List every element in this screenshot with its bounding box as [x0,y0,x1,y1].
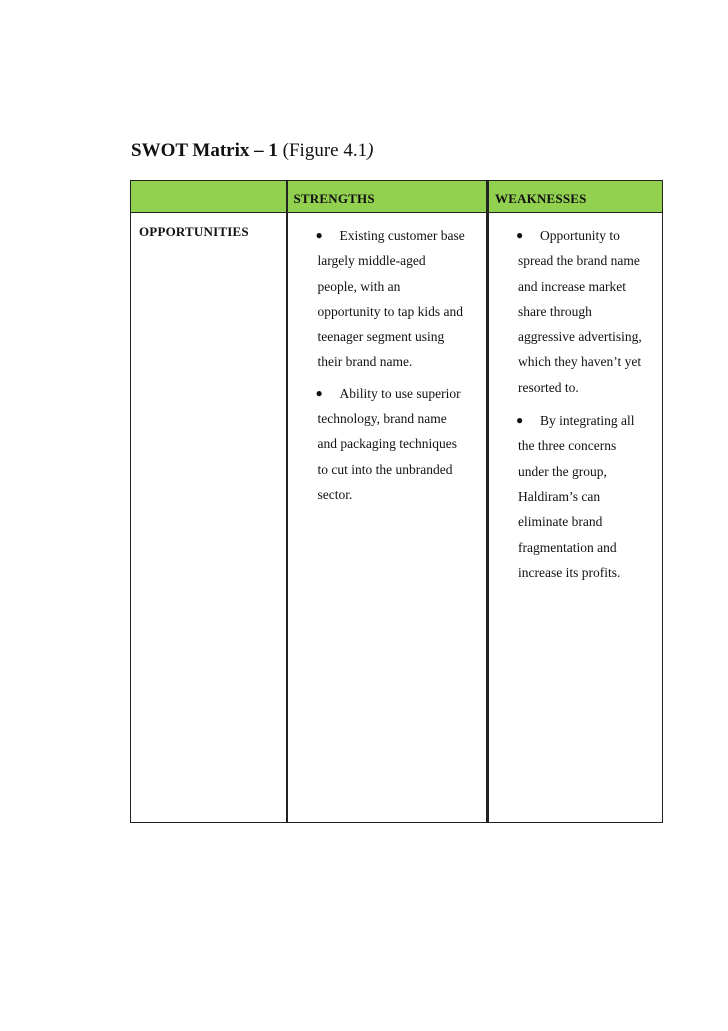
point-lead: Existing customer base [339,228,465,243]
point-line: increase its profits. [518,564,621,580]
point-line: eliminate brand [518,514,603,530]
swot-matrix-table [130,180,663,823]
point-line: spread the brand name [518,253,640,269]
point-line: aggressive advertising, [518,329,642,345]
bullet-dot-icon: ● [516,228,524,242]
point-lead: By integrating all [540,413,635,429]
point-line: which they haven’t yet [518,354,642,370]
opportunities-row [131,213,663,823]
title-figure-ref: (Figure 4.1 [277,140,368,161]
point-line: their brand name. [317,354,413,370]
point-line: and increase market [518,278,626,294]
list-item [315,381,483,507]
weaknesses-points [489,213,662,585]
list-item [518,408,658,585]
header-row [131,181,663,213]
weaknesses-cell [488,213,663,823]
point-line: Haldiram’s can [518,488,601,504]
strengths-points [288,213,487,507]
figure-title [131,139,373,163]
point-lead: Ability to use superior [339,385,461,401]
title-bold: SWOT Matrix – 1 [131,140,278,161]
list-item [315,223,483,375]
point-line: people, with an [317,278,401,294]
title-close-paren: ) [367,140,374,161]
point-line: resorted to. [518,379,579,395]
point-lead: Opportunity to [540,228,620,243]
point-line: technology, brand name [317,411,447,427]
header-blank-cell [131,181,287,213]
point-line: under the group, [518,463,607,479]
point-line: the three concerns [518,438,617,454]
header-strengths-label: STRENGTHS [293,191,375,206]
bullet-dot-icon: ● [516,413,524,428]
bullet-dot-icon: ● [315,385,323,400]
point-line: largely middle-aged [317,253,426,269]
header-strengths [287,181,488,213]
strengths-cell [287,213,488,823]
point-line: opportunity to tap kids and [317,303,463,319]
point-line: and packaging techniques [317,436,457,452]
row-label-opportunities: OPPORTUNITIES [131,213,287,823]
point-line: share through [518,303,592,319]
point-line: sector. [317,486,353,502]
point-line: teenager segment using [317,329,445,345]
header-weaknesses [488,181,663,213]
bullet-dot-icon: ● [315,228,323,242]
list-item [518,223,658,400]
point-line: to cut into the unbranded [317,461,453,477]
header-weaknesses-label: WEAKNESSES [495,191,587,206]
point-line: fragmentation and [518,539,617,555]
